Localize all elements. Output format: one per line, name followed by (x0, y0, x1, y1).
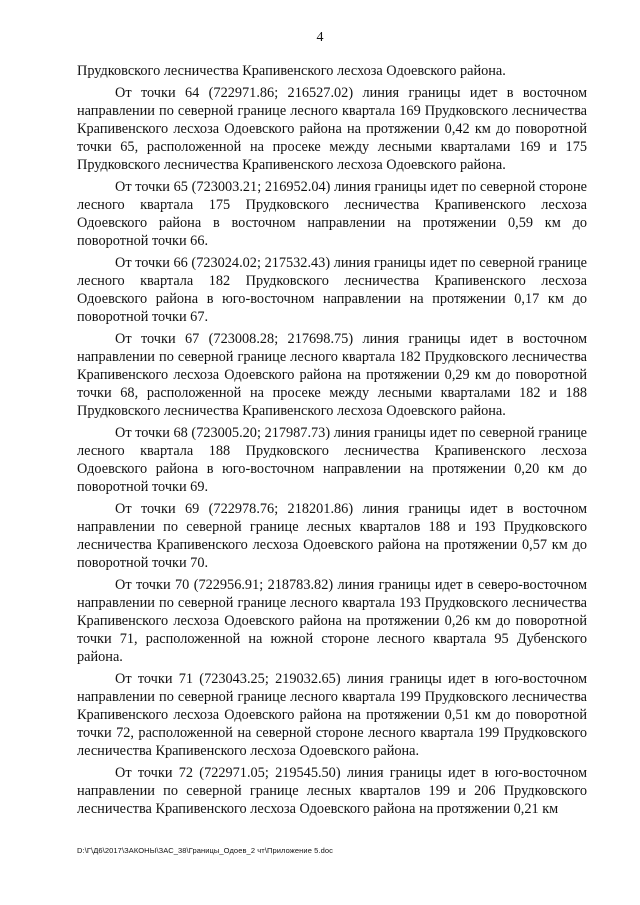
paragraph: Прудковского лесничества Крапивенского лесхоза Одоевского района. (77, 63, 506, 79)
paragraph: От точки 71 (723043.25; 219032.65) линия границы идет в юго-восточном направлении по северной границе лесного квартала 199 Прудковского лесничества Крапивенского лесхоза Одоевского района на протяжении 0,51 км до поворотной точки 72, расположенной на северной стороне лесного квартала 199 Прудковского лесничества Крапивенского лесхоза Одоевского района. (77, 671, 587, 759)
paragraph: От точки 69 (722978.76; 218201.86) линия границы идет в восточном направлении по северной границе лесных кварталов 188 и 193 Прудковского лесничества Крапивенского лесхоза Одоевского района на протяжении 0,57 км до поворотной точки 70. (77, 501, 587, 571)
paragraph: От точки 66 (723024.02; 217532.43) линия границы идет по северной границе лесного квартала 182 Прудковского лесничества Крапивенского лесхоза Одоевского района в юго-восточном направлении на протяжении 0,17 км до поворотной точки 67. (77, 255, 587, 325)
paragraph: От точки 65 (723003.21; 216952.04) линия границы идет по северной стороне лесного квартала 175 Прудковского лесничества Крапивенского лесхоза Одоевского района в восточном направлении на протяжении 0,59 км до поворотной точки 66. (77, 179, 587, 249)
footer-file-path: D:\Г\Д6\2017\ЗАКОНЫ\ЗАС_38\Границы_Одоев_2 чт\Приложение 5.doc (77, 846, 334, 855)
paragraph: От точки 68 (723005.20; 217987.73) линия границы идет по северной границе лесного квартала 188 Прудковского лесничества Крапивенского лесхоза Одоевского района в юго-восточном направлении на протяжении 0,20 км до поворотной точки 69. (77, 425, 587, 495)
page-number: 4 (316, 30, 324, 45)
paragraph: От точки 64 (722971.86; 216527.02) линия границы идет в восточном направлении по северной границе лесного квартала 169 Прудковского лесничества Крапивенского лесхоза Одоевского района на протяжении 0,42 км до поворотной точки 65, расположенной на просеке между лесными кварталами 169 и 175 Прудковского лесничества Крапивенского лесхоза Одоевского района. (77, 85, 587, 173)
document-body (77, 62, 587, 822)
paragraph: От точки 70 (722956.91; 218783.82) линия границы идет в северо-восточном направлении по северной границе лесного квартала 193 Прудковского лесничества Крапивенского лесхоза Одоевского района на протяжении 0,26 км до поворотной точки 71, расположенной на южной стороне лесного квартала 95 Дубенского района. (77, 577, 587, 665)
paragraph: От точки 72 (722971.05; 219545.50) линия границы идет в юго-восточном направлении по северной границе лесных кварталов 199 и 206 Прудковского лесничества Крапивенского лесхоза Одоевского района на протяжении 0,21 км (77, 765, 587, 817)
paragraph: От точки 67 (723008.28; 217698.75) линия границы идет в восточном направлении по северной границе лесного квартала 182 Прудковского лесничества Крапивенского лесхоза Одоевского района на протяжении 0,29 км до поворотной точки 68, расположенной на просеке между лесными кварталами 182 и 188 Прудковского лесничества Крапивенского лесхоза Одоевского района. (77, 331, 587, 419)
